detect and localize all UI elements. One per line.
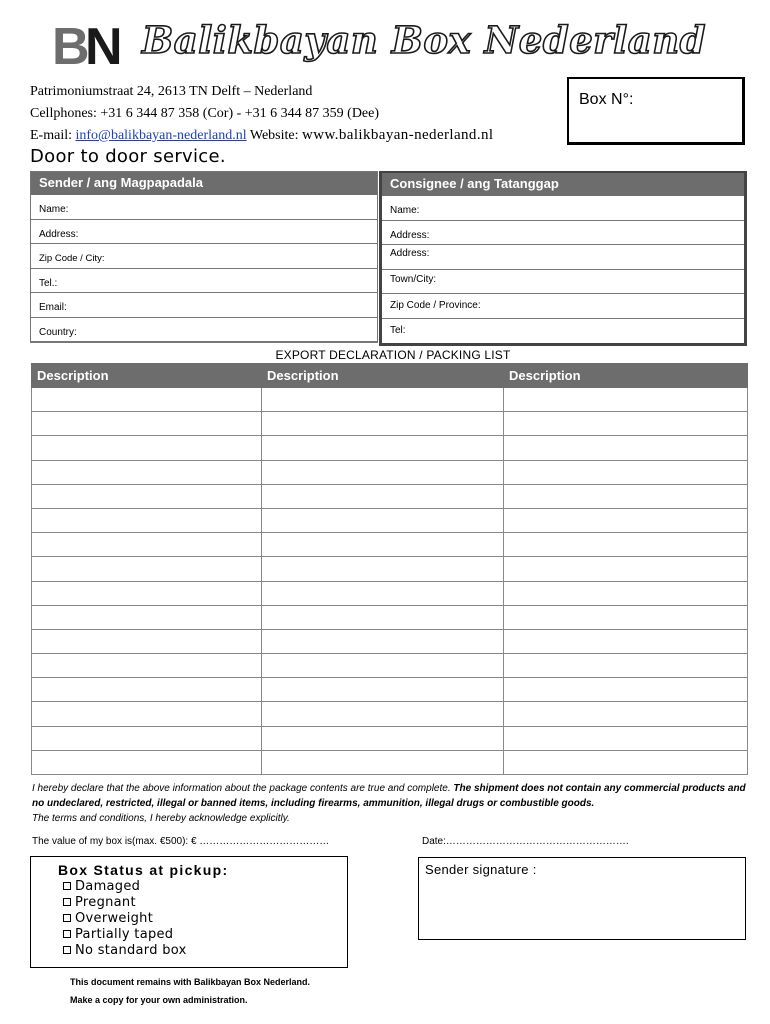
description-cell[interactable] (504, 388, 748, 412)
description-cell[interactable] (32, 436, 262, 460)
description-cell[interactable] (262, 557, 504, 581)
status-option-partially-taped[interactable] (58, 927, 347, 943)
description-cell[interactable] (32, 702, 262, 726)
sender-country-field[interactable]: Country: (31, 318, 377, 343)
footer-line-1: This document remains with Balikbayan Box Nederland. (70, 977, 311, 987)
description-cell[interactable] (32, 557, 262, 581)
website-label: Website: (249, 128, 299, 143)
description-cell[interactable] (504, 702, 748, 726)
consignee-panel (379, 171, 747, 346)
description-cell[interactable] (504, 508, 748, 532)
packing-list-row (32, 436, 748, 460)
tagline: Door to door service. (30, 146, 226, 167)
description-cell[interactable] (32, 460, 262, 484)
consignee-address2-field[interactable]: Address: (382, 245, 744, 270)
status-option-damaged[interactable] (58, 879, 347, 895)
column-header-description-1: Description (32, 364, 262, 388)
column-header-description-2: Description (262, 364, 504, 388)
checkbox-icon[interactable] (63, 930, 71, 938)
cellphones-line: Cellphones: +31 6 344 87 358 (Cor) - +31 6 344 87 359 (Dee) (30, 106, 380, 121)
description-cell[interactable] (262, 605, 504, 629)
packing-list-row (32, 460, 748, 484)
packing-list-row (32, 629, 748, 653)
description-cell[interactable] (504, 629, 748, 653)
description-cell[interactable] (262, 750, 504, 774)
packing-list-row (32, 654, 748, 678)
description-cell[interactable] (32, 654, 262, 678)
description-cell[interactable] (504, 460, 748, 484)
description-cell[interactable] (262, 388, 504, 412)
consignee-name-field[interactable]: Name: (382, 196, 744, 221)
description-cell[interactable] (32, 629, 262, 653)
consignee-address-field[interactable]: Address: (382, 221, 744, 246)
sender-signature-field[interactable] (418, 857, 746, 940)
description-cell[interactable] (504, 557, 748, 581)
consignee-zip-province-field[interactable]: Zip Code / Province: (382, 294, 744, 319)
sender-zip-city-field[interactable]: Zip Code / City: (31, 244, 377, 269)
column-header-description-3: Description (504, 364, 748, 388)
bn-logo (52, 20, 130, 68)
svg-text:N: N (85, 20, 123, 68)
checkbox-icon[interactable] (63, 898, 71, 906)
packing-list-row (32, 557, 748, 581)
box-status-panel (30, 856, 348, 968)
sender-title: Sender / ang Magpapadala (31, 172, 377, 195)
sender-tel-field[interactable]: Tel.: (31, 269, 377, 294)
description-cell[interactable] (262, 726, 504, 750)
option-label: Partially taped (75, 927, 174, 942)
description-cell[interactable] (504, 678, 748, 702)
consignee-title: Consignee / ang Tatanggap (382, 173, 744, 196)
status-option-pregnant[interactable] (58, 895, 347, 911)
description-cell[interactable] (32, 605, 262, 629)
packing-list-row (32, 726, 748, 750)
option-label: Overweight (75, 911, 154, 926)
packing-list-row (32, 581, 748, 605)
brand-name: Balikbayan Box Nederland (142, 18, 707, 62)
description-cell[interactable] (504, 436, 748, 460)
website-link[interactable]: www.balikbayan-nederland.nl (302, 127, 494, 143)
description-cell[interactable] (32, 581, 262, 605)
description-cell[interactable] (32, 726, 262, 750)
packing-list-row (32, 678, 748, 702)
box-status-title: Box Status at pickup: (58, 862, 229, 878)
packing-list-table (31, 363, 748, 775)
packing-list-row (32, 484, 748, 508)
description-cell[interactable] (32, 484, 262, 508)
status-option-overweight[interactable] (58, 911, 347, 927)
description-cell[interactable] (262, 508, 504, 532)
packing-list-row (32, 508, 748, 532)
consignee-tel-field[interactable]: Tel: (390, 324, 406, 336)
description-cell[interactable] (262, 436, 504, 460)
contact-line (30, 127, 493, 144)
box-value-field[interactable]: The value of my box is(max. €500): € ………………………………… (32, 836, 330, 847)
packing-list-row (32, 702, 748, 726)
description-cell[interactable] (32, 388, 262, 412)
sender-address-field[interactable]: Address: (31, 220, 377, 245)
option-label: Damaged (75, 879, 141, 894)
description-cell[interactable] (32, 533, 262, 557)
checkbox-icon[interactable] (63, 914, 71, 922)
description-cell[interactable] (262, 678, 504, 702)
option-label: No standard box (75, 943, 187, 958)
packing-list-row (32, 412, 748, 436)
description-cell[interactable] (32, 750, 262, 774)
status-option-no-standard-box[interactable] (58, 943, 347, 959)
email-link[interactable]: info@balikbayan-nederland.nl (75, 128, 247, 143)
packing-list-title: EXPORT DECLARATION / PACKING LIST (275, 348, 511, 362)
declaration-terms: The terms and conditions, I hereby acknowledge explicitly. (32, 813, 290, 824)
checkbox-icon[interactable] (63, 946, 71, 954)
packing-list-header (32, 364, 748, 388)
declaration-bold: The shipment does not contain any commercial products and no undeclared, restricted, illegal or banned items, including firearms, ammunition, illegal drugs or combustible goods. (32, 783, 746, 809)
description-cell[interactable] (262, 412, 504, 436)
description-cell[interactable] (504, 654, 748, 678)
sender-email-field[interactable]: Email: (31, 293, 377, 318)
description-cell[interactable] (504, 581, 748, 605)
description-cell[interactable] (504, 726, 748, 750)
description-cell[interactable] (262, 533, 504, 557)
box-number-field[interactable] (567, 77, 745, 145)
footer-line-2: Make a copy for your own administration. (70, 995, 248, 1005)
box-number-label: Box N°: (579, 91, 634, 108)
signature-label: Sender signature : (425, 862, 537, 877)
description-cell[interactable] (262, 702, 504, 726)
description-cell[interactable] (32, 412, 262, 436)
declaration-plain: I hereby declare that the above information about the package contents are true and complete. (32, 783, 454, 794)
packing-list-row (32, 388, 748, 412)
packing-list-row (32, 750, 748, 774)
sender-name-field[interactable]: Name: (31, 195, 377, 220)
consignee-town-city-field[interactable]: Town/City: (382, 270, 744, 295)
description-cell[interactable] (504, 605, 748, 629)
checkbox-icon[interactable] (63, 882, 71, 890)
sender-panel (30, 171, 378, 343)
description-cell[interactable] (262, 654, 504, 678)
packing-list-row (32, 605, 748, 629)
email-label: E-mail: (30, 128, 72, 143)
description-cell[interactable] (262, 581, 504, 605)
description-cell[interactable] (262, 629, 504, 653)
packing-list-row (32, 533, 748, 557)
declaration-text (32, 781, 754, 826)
description-cell[interactable] (262, 484, 504, 508)
description-cell[interactable] (504, 484, 748, 508)
description-cell[interactable] (32, 678, 262, 702)
description-cell[interactable] (32, 508, 262, 532)
description-cell[interactable] (504, 750, 748, 774)
svg-text:B: B (52, 20, 84, 68)
address-line: Patrimoniumstraat 24, 2613 TN Delft – Nederland (30, 84, 313, 99)
description-cell[interactable] (504, 412, 748, 436)
option-label: Pregnant (75, 895, 136, 910)
date-field[interactable]: Date:………………………………………………. (422, 836, 629, 847)
description-cell[interactable] (504, 533, 748, 557)
description-cell[interactable] (262, 460, 504, 484)
